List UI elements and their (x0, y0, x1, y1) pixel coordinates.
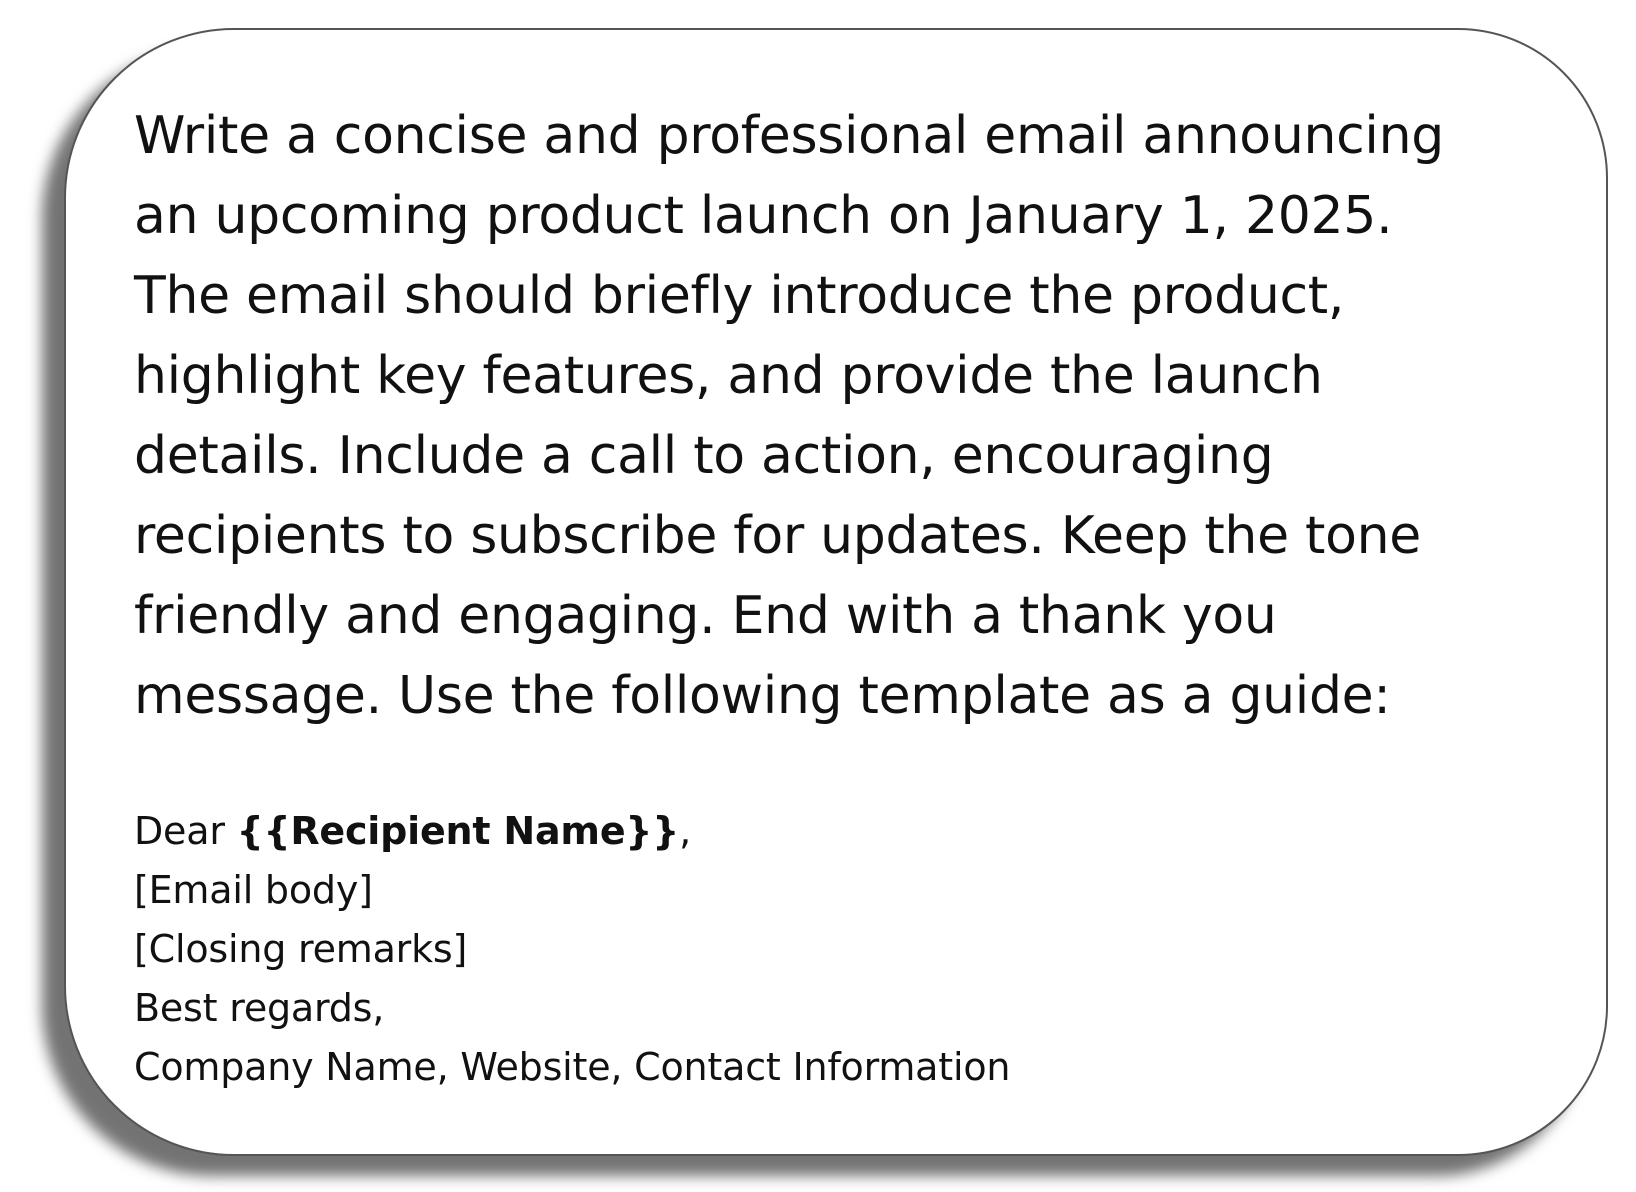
prompt-line: The email should briefly introduce the product, (134, 266, 1345, 326)
prompt-line: details. Include a call to action, encouraging (134, 426, 1274, 486)
recipient-placeholder: {{Recipient Name}} (236, 809, 680, 853)
prompt-line: Write a concise and professional email announcing (134, 106, 1444, 166)
template-greeting (134, 802, 1334, 861)
greeting-suffix: , (679, 809, 691, 853)
template-closing-remarks: [Closing remarks] (134, 927, 468, 971)
prompt-line: an upcoming product launch on January 1, 2025. (134, 186, 1393, 246)
template-signature: Company Name, Website, Contact Information (134, 1045, 1011, 1089)
prompt-line: friendly and engaging. End with a thank you (134, 586, 1277, 646)
template-sign-off: Best regards, (134, 986, 385, 1030)
template-email-body: [Email body] (134, 868, 373, 912)
prompt-text (134, 96, 1574, 736)
greeting-prefix: Dear (134, 809, 237, 853)
prompt-line: message. Use the following template as a guide: (134, 666, 1391, 726)
prompt-line: recipients to subscribe for updates. Keep the tone (134, 506, 1421, 566)
email-template (134, 802, 1334, 1097)
prompt-line: highlight key features, and provide the launch (134, 346, 1323, 406)
